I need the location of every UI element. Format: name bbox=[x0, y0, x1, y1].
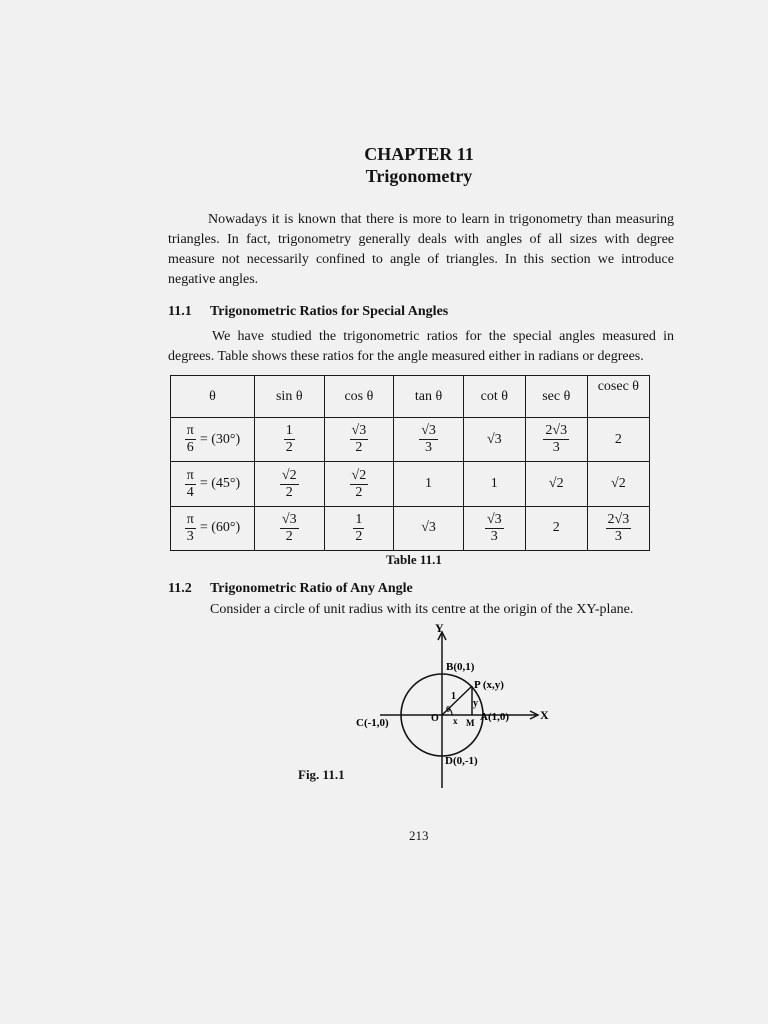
cosec-cell bbox=[587, 506, 649, 550]
section-11-1-body bbox=[168, 327, 674, 367]
section-11-1-text: We have studied the trigonometric ratios for the special angles measured in degrees. Table shows these ratios for the angle measured either in radians or degrees. bbox=[168, 329, 674, 364]
angle-cell bbox=[171, 506, 255, 550]
table-header-cell: cot θ bbox=[463, 376, 525, 418]
fraction-numerator: √2 bbox=[351, 467, 367, 483]
table-header-cell: tan θ bbox=[394, 376, 464, 418]
angle-degrees: = (30°) bbox=[199, 431, 241, 447]
angle-degrees: = (60°) bbox=[199, 520, 241, 536]
figure-label: Fig. 11.1 bbox=[298, 767, 345, 782]
section-title: Trigonometric Ratios for Special Angles bbox=[210, 304, 449, 319]
fraction-denominator: 3 bbox=[425, 440, 433, 456]
fraction-numerator: 2√3 bbox=[607, 511, 630, 527]
section-title: Trigonometric Ratio of Any Angle bbox=[210, 581, 413, 596]
fraction-numerator: π bbox=[186, 467, 194, 483]
fraction-numerator: π bbox=[186, 423, 194, 439]
theta-label: θ bbox=[446, 705, 451, 714]
intro-text: Nowadays it is known that there is more to learn in trigonometry than measuring triangles. In fact, trigonometry generally deals with angles of all sizes with degree measure not necessarily confined to angle of triangles. In this section we introduce negative angles. bbox=[168, 212, 674, 287]
fraction-numerator: π bbox=[186, 511, 194, 527]
fraction-numerator: √3 bbox=[421, 423, 436, 439]
fraction-numerator: √3 bbox=[486, 511, 502, 527]
cot-cell bbox=[463, 506, 525, 550]
cosec-cell bbox=[587, 418, 649, 462]
ratio-value: 2 bbox=[614, 431, 622, 447]
cos-cell bbox=[324, 462, 394, 506]
angle-value bbox=[185, 468, 240, 501]
fraction-denominator: 2 bbox=[285, 440, 293, 456]
ratio-fraction bbox=[280, 468, 299, 501]
sin-cell bbox=[254, 462, 324, 506]
section-11-2-body: Consider a circle of unit radius with its centre at the origin of the XY-plane. bbox=[210, 602, 634, 617]
x-axis-label: X bbox=[540, 708, 549, 722]
ratio-value: 2 bbox=[552, 520, 560, 536]
ratio-fraction bbox=[485, 512, 504, 545]
table-header-cell: cos θ bbox=[324, 376, 394, 418]
unit-circle-figure bbox=[340, 620, 560, 792]
cosec-cell bbox=[587, 462, 649, 506]
chapter-title: CHAPTER 11 bbox=[364, 144, 474, 164]
radius-label: 1 bbox=[451, 691, 456, 702]
tan-cell bbox=[394, 418, 464, 462]
table-row bbox=[171, 418, 650, 462]
ratio-fraction bbox=[543, 423, 569, 456]
tan-cell bbox=[394, 462, 464, 506]
table-header-row bbox=[171, 376, 650, 418]
cot-cell bbox=[463, 418, 525, 462]
section-number: 11.1 bbox=[168, 304, 192, 319]
section-number: 11.2 bbox=[168, 581, 192, 596]
ratio-fraction bbox=[284, 423, 295, 456]
fraction-denominator: 3 bbox=[614, 528, 622, 544]
sec-cell bbox=[525, 462, 587, 506]
table-row bbox=[171, 506, 650, 550]
ratio-fraction bbox=[280, 512, 299, 545]
cot-cell bbox=[463, 462, 525, 506]
point-a-label: A(1,0) bbox=[480, 711, 510, 723]
fraction-denominator: 2 bbox=[285, 528, 293, 544]
cos-cell bbox=[324, 418, 394, 462]
angle-value bbox=[185, 423, 240, 456]
angle-cell bbox=[171, 462, 255, 506]
ratio-value: √3 bbox=[421, 520, 436, 536]
angle-degrees: = (45°) bbox=[199, 476, 241, 492]
x-segment-label: x bbox=[453, 716, 458, 726]
y-axis-label: Y bbox=[435, 621, 444, 635]
ratio-fraction bbox=[419, 423, 438, 456]
fraction-numerator: 2√3 bbox=[545, 423, 568, 439]
ratio-value: √2 bbox=[611, 476, 626, 492]
table-header-cell: θ bbox=[171, 376, 255, 418]
ratio-value: √2 bbox=[548, 476, 564, 492]
fraction-numerator: 1 bbox=[285, 423, 293, 439]
point-b-label: B(0,1) bbox=[446, 661, 475, 673]
point-p-label: P (x,y) bbox=[474, 679, 504, 691]
table-header-cell: sec θ bbox=[525, 376, 587, 418]
sin-cell bbox=[254, 418, 324, 462]
point-m-label: M bbox=[466, 718, 475, 728]
intro-paragraph bbox=[168, 210, 674, 290]
table-header-cell: cosec θ bbox=[587, 376, 649, 418]
page-number: 213 bbox=[409, 828, 429, 843]
fraction-numerator: √3 bbox=[281, 511, 297, 527]
fraction-denominator: 3 bbox=[186, 528, 194, 544]
y-segment-label: y bbox=[473, 698, 478, 709]
fraction-denominator: 3 bbox=[552, 440, 560, 456]
sec-cell bbox=[525, 506, 587, 550]
fraction-denominator: 2 bbox=[355, 484, 363, 500]
angle-cell bbox=[171, 418, 255, 462]
fraction-numerator: 1 bbox=[355, 511, 363, 527]
tan-cell bbox=[394, 506, 464, 550]
sec-cell bbox=[525, 418, 587, 462]
angle-fraction bbox=[185, 468, 196, 501]
point-c-label: C(-1,0) bbox=[356, 717, 389, 729]
fraction-denominator: 6 bbox=[186, 440, 194, 456]
table-header-cell: sin θ bbox=[254, 376, 324, 418]
fraction-denominator: 3 bbox=[490, 528, 498, 544]
angle-value bbox=[185, 512, 240, 545]
cos-cell bbox=[324, 506, 394, 550]
fraction-denominator: 2 bbox=[285, 484, 293, 500]
point-d-label: D(0,-1) bbox=[445, 755, 478, 767]
fraction-numerator: √3 bbox=[351, 423, 367, 439]
section-heading-11-2 bbox=[168, 581, 413, 597]
section-heading-11-1 bbox=[168, 304, 448, 320]
ratio-value: √3 bbox=[486, 431, 502, 447]
fraction-denominator: 2 bbox=[355, 440, 363, 456]
chapter-subtitle: Trigonometry bbox=[365, 166, 473, 186]
fraction-denominator: 2 bbox=[355, 528, 363, 544]
sin-cell bbox=[254, 506, 324, 550]
ratio-value: 1 bbox=[490, 476, 498, 492]
angle-fraction bbox=[185, 423, 196, 456]
ratio-value: 1 bbox=[425, 476, 433, 492]
ratio-fraction bbox=[350, 468, 369, 501]
origin-label: O bbox=[431, 713, 439, 724]
ratio-fraction bbox=[606, 512, 632, 545]
fraction-numerator: √2 bbox=[281, 467, 297, 483]
fraction-denominator: 4 bbox=[186, 484, 194, 500]
table-row bbox=[171, 462, 650, 506]
ratio-fraction bbox=[353, 512, 364, 545]
angle-fraction bbox=[185, 512, 196, 545]
trig-ratio-table bbox=[170, 375, 650, 551]
ratio-fraction bbox=[350, 423, 369, 456]
table-caption: Table 11.1 bbox=[386, 552, 442, 567]
